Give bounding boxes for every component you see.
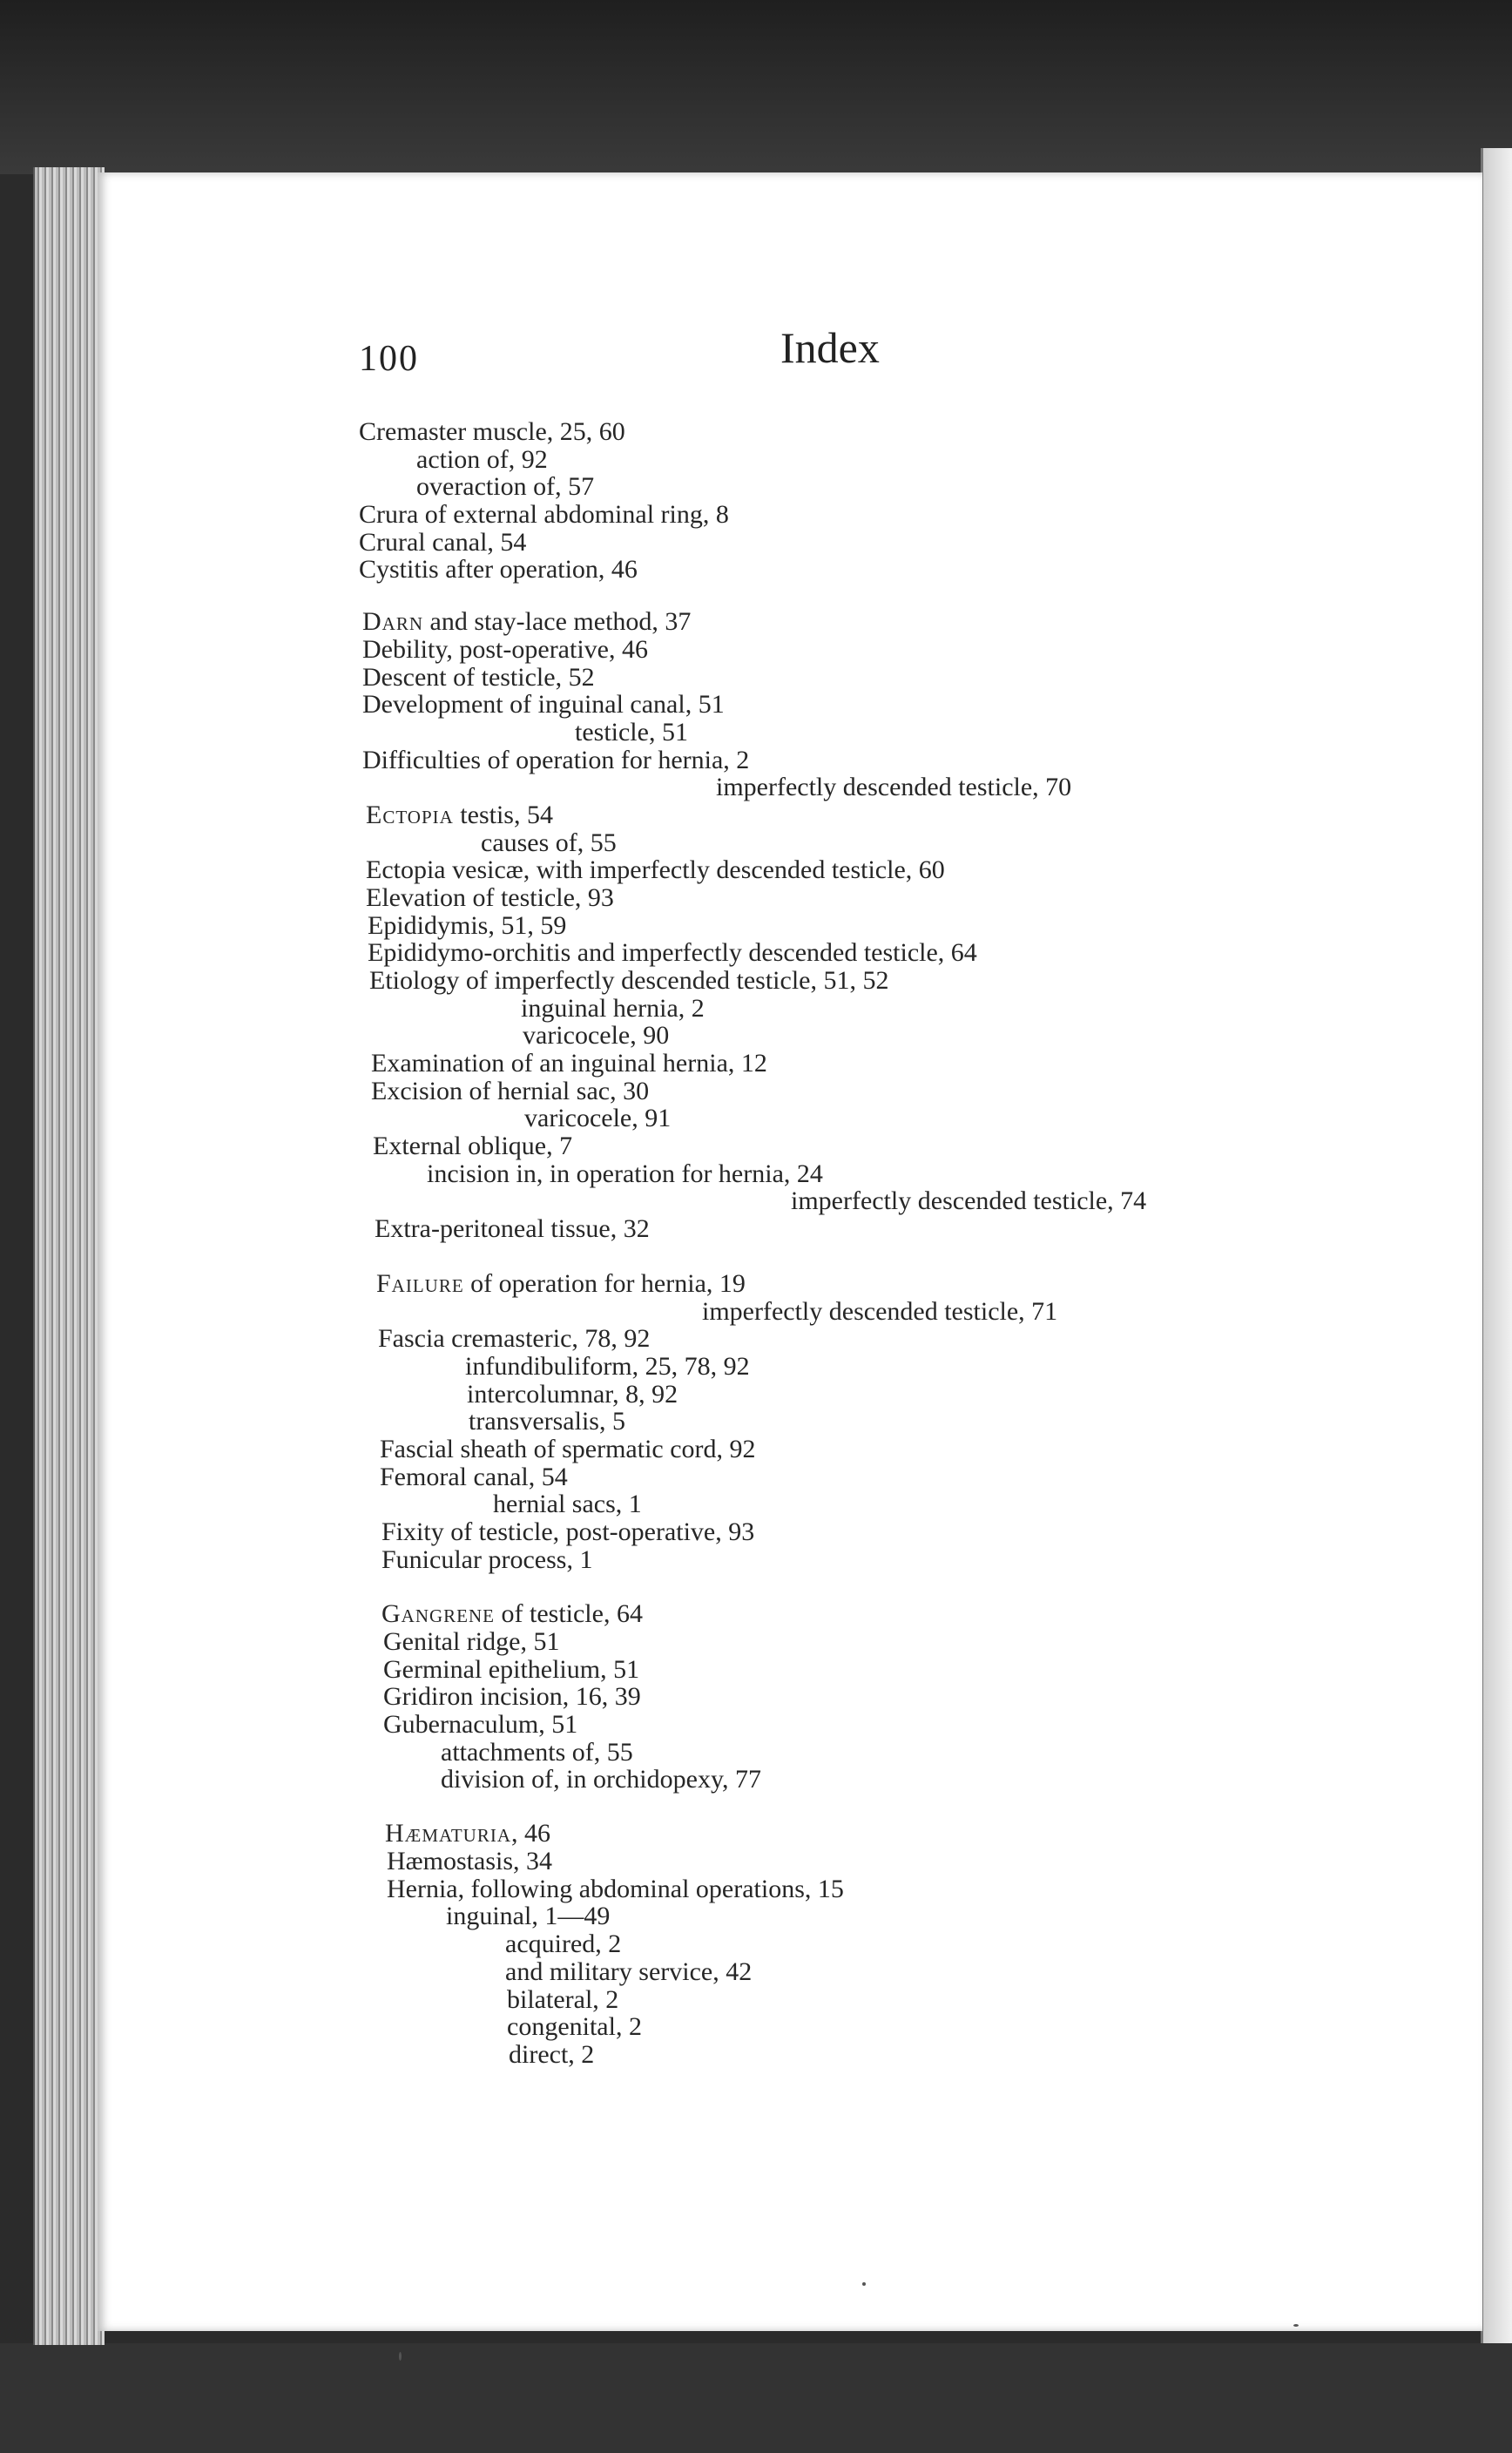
index-entry-text: incision in, in operation for hernia, 24 — [427, 1159, 823, 1188]
index-entry — [371, 1050, 767, 1078]
index-entry — [380, 1463, 568, 1491]
page-number: 100 — [359, 339, 419, 379]
index-entry-text: Funicular process, 1 — [381, 1545, 593, 1574]
index-entry — [362, 608, 691, 636]
index-entry-text: Hernia, following abdominal operations, 15 — [387, 1875, 844, 1903]
index-entry-text: testicle, 51 — [575, 718, 688, 747]
index-entry — [383, 1656, 639, 1684]
index-entry — [523, 1022, 669, 1050]
index-letter-lead: Darn — [362, 607, 424, 636]
index-entry — [524, 1105, 671, 1132]
index-entry — [521, 995, 705, 1023]
index-entry — [362, 747, 749, 774]
index-entry — [385, 1820, 550, 1848]
index-entry-text: action of, 92 — [416, 445, 548, 474]
index-entry — [381, 1600, 643, 1628]
index-entry-text: Debility, post-operative, 46 — [362, 635, 648, 664]
index-entry-text: Etiology of imperfectly descended testicle, 51, 52 — [369, 966, 889, 995]
index-entry — [383, 1711, 577, 1739]
index-entry — [702, 1298, 1057, 1326]
index-entry — [368, 912, 566, 940]
index-entry-text: overaction of, 57 — [416, 472, 595, 501]
index-letter-lead: Failure — [376, 1269, 464, 1298]
index-entry-text: imperfectly descended testicle, 70 — [716, 773, 1072, 801]
index-entry-text: testis, 54 — [453, 801, 553, 829]
index-entry — [359, 529, 526, 557]
index-entry — [509, 2041, 594, 2069]
scanner-background-bottom — [0, 2343, 1512, 2453]
index-entry-text: hernial sacs, 1 — [493, 1490, 642, 1518]
index-entry-text: Ectopia vesicæ, with imperfectly descended testicle, 60 — [366, 855, 945, 884]
index-entry — [383, 1628, 559, 1656]
index-entry-text: Cremaster muscle, 25, 60 — [359, 417, 625, 446]
index-entry — [416, 473, 594, 501]
index-entry-text: transversalis, 5 — [469, 1407, 625, 1436]
index-entry-text: , 46 — [511, 1819, 551, 1848]
index-entry — [359, 556, 638, 584]
index-entry — [465, 1353, 750, 1381]
index-entry-text: inguinal hernia, 2 — [521, 994, 705, 1023]
index-entry — [446, 1902, 610, 1930]
index-entry-text: Epididymo-orchitis and imperfectly descended testicle, 64 — [368, 938, 977, 967]
facing-page-edge — [1481, 148, 1512, 2343]
index-entry-text: acquired, 2 — [505, 1929, 622, 1958]
index-entry-text: direct, 2 — [509, 2040, 595, 2069]
running-title: Index — [780, 323, 880, 372]
index-entry — [507, 2013, 642, 2041]
index-entry — [378, 1325, 650, 1353]
index-entry-text: Cystitis after operation, 46 — [359, 555, 638, 584]
index-entry — [362, 664, 595, 692]
scanner-background-top — [0, 0, 1512, 174]
book-page-edges — [33, 167, 105, 2345]
index-entry-text: Fascia cremasteric, 78, 92 — [378, 1324, 651, 1353]
index-entry-text: and stay-lace method, 37 — [423, 607, 692, 636]
index-entry — [505, 1930, 621, 1958]
index-entry-text: infundibuliform, 25, 78, 92 — [465, 1352, 750, 1381]
index-entry — [375, 1215, 650, 1243]
index-entry — [387, 1875, 844, 1903]
index-entry-text: Difficulties of operation for hernia, 2 — [362, 746, 750, 774]
index-entry — [380, 1436, 756, 1463]
index-entry-text: intercolumnar, 8, 92 — [467, 1380, 678, 1409]
index-entry — [575, 719, 688, 747]
index-entry — [376, 1270, 746, 1298]
index-entry — [359, 501, 729, 529]
index-letter-lead: Hæmaturia — [385, 1819, 512, 1848]
index-entry-text: Gridiron incision, 16, 39 — [383, 1682, 641, 1711]
index-entry — [366, 801, 553, 829]
index-entry — [791, 1187, 1146, 1215]
index-entry — [371, 1078, 649, 1105]
index-letter-lead: Ectopia — [366, 801, 454, 829]
index-entry — [362, 691, 725, 719]
index-entry-text: inguinal, 1—49 — [446, 1902, 611, 1930]
index-entry — [467, 1381, 678, 1409]
dust-speck — [399, 2352, 402, 2361]
index-entry-text: Crura of external abdominal ring, 8 — [359, 500, 729, 529]
index-entry-text: congenital, 2 — [507, 2012, 642, 2041]
index-entry — [359, 418, 625, 446]
index-entry-text: Gubernaculum, 51 — [383, 1710, 578, 1739]
index-entry-text: and military service, 42 — [505, 1957, 753, 1986]
index-entry-text: Epididymis, 51, 59 — [368, 911, 567, 940]
index-entry — [507, 1986, 618, 2014]
index-entry-text: Fixity of testicle, post-operative, 93 — [381, 1517, 755, 1546]
index-entry-text: External oblique, 7 — [373, 1132, 573, 1160]
index-entry-text: imperfectly descended testicle, 71 — [702, 1297, 1058, 1326]
index-entry-text: varicocele, 90 — [523, 1021, 670, 1050]
index-entry-text: imperfectly descended testicle, 74 — [791, 1186, 1147, 1215]
index-entry-text: of testicle, 64 — [495, 1599, 643, 1628]
index-entry-text: attachments of, 55 — [441, 1738, 633, 1767]
index-letter-lead: Gangrene — [381, 1599, 495, 1628]
dust-speck — [862, 2282, 866, 2286]
index-entry — [716, 774, 1071, 801]
index-entry — [366, 884, 614, 912]
index-entry-text: Elevation of testicle, 93 — [366, 883, 614, 912]
index-entry — [366, 856, 945, 884]
index-entry — [387, 1848, 552, 1875]
index-entry — [369, 967, 888, 995]
dust-speck — [1293, 2324, 1299, 2327]
index-entry-text: varicocele, 91 — [524, 1104, 672, 1132]
index-entry-text: Descent of testicle, 52 — [362, 663, 595, 692]
index-entry — [381, 1518, 754, 1546]
index-entry — [441, 1766, 761, 1794]
index-entry-text: Crural canal, 54 — [359, 528, 527, 557]
index-entry-text: Fascial sheath of spermatic cord, 92 — [380, 1435, 756, 1463]
index-entry-text: Germinal epithelium, 51 — [383, 1655, 640, 1684]
index-entry — [416, 446, 548, 474]
index-entry — [427, 1160, 823, 1188]
index-entry — [441, 1739, 633, 1767]
index-entry-text: Genital ridge, 51 — [383, 1627, 560, 1656]
index-entry — [481, 829, 617, 857]
index-entry — [373, 1132, 572, 1160]
index-entry-text: of operation for hernia, 19 — [463, 1269, 746, 1298]
book-page — [98, 172, 1482, 2331]
index-entry-text: Excision of hernial sac, 30 — [371, 1077, 650, 1105]
index-entry — [381, 1546, 592, 1574]
index-entry-text: causes of, 55 — [481, 828, 617, 857]
index-entry — [469, 1408, 625, 1436]
index-entry — [493, 1490, 642, 1518]
index-entry-text: Examination of an inguinal hernia, 12 — [371, 1049, 767, 1078]
index-entry-text: division of, in orchidopexy, 77 — [441, 1765, 762, 1794]
index-entry — [368, 939, 977, 967]
index-entry-text: Extra-peritoneal tissue, 32 — [375, 1214, 650, 1243]
index-entry-text: Hæmostasis, 34 — [387, 1847, 553, 1875]
index-entry — [362, 636, 648, 664]
index-entry-text: Femoral canal, 54 — [380, 1463, 568, 1491]
index-entry — [505, 1958, 752, 1986]
index-entry — [383, 1683, 641, 1711]
index-entry-text: Development of inguinal canal, 51 — [362, 690, 725, 719]
index-entry-text: bilateral, 2 — [507, 1985, 619, 2014]
